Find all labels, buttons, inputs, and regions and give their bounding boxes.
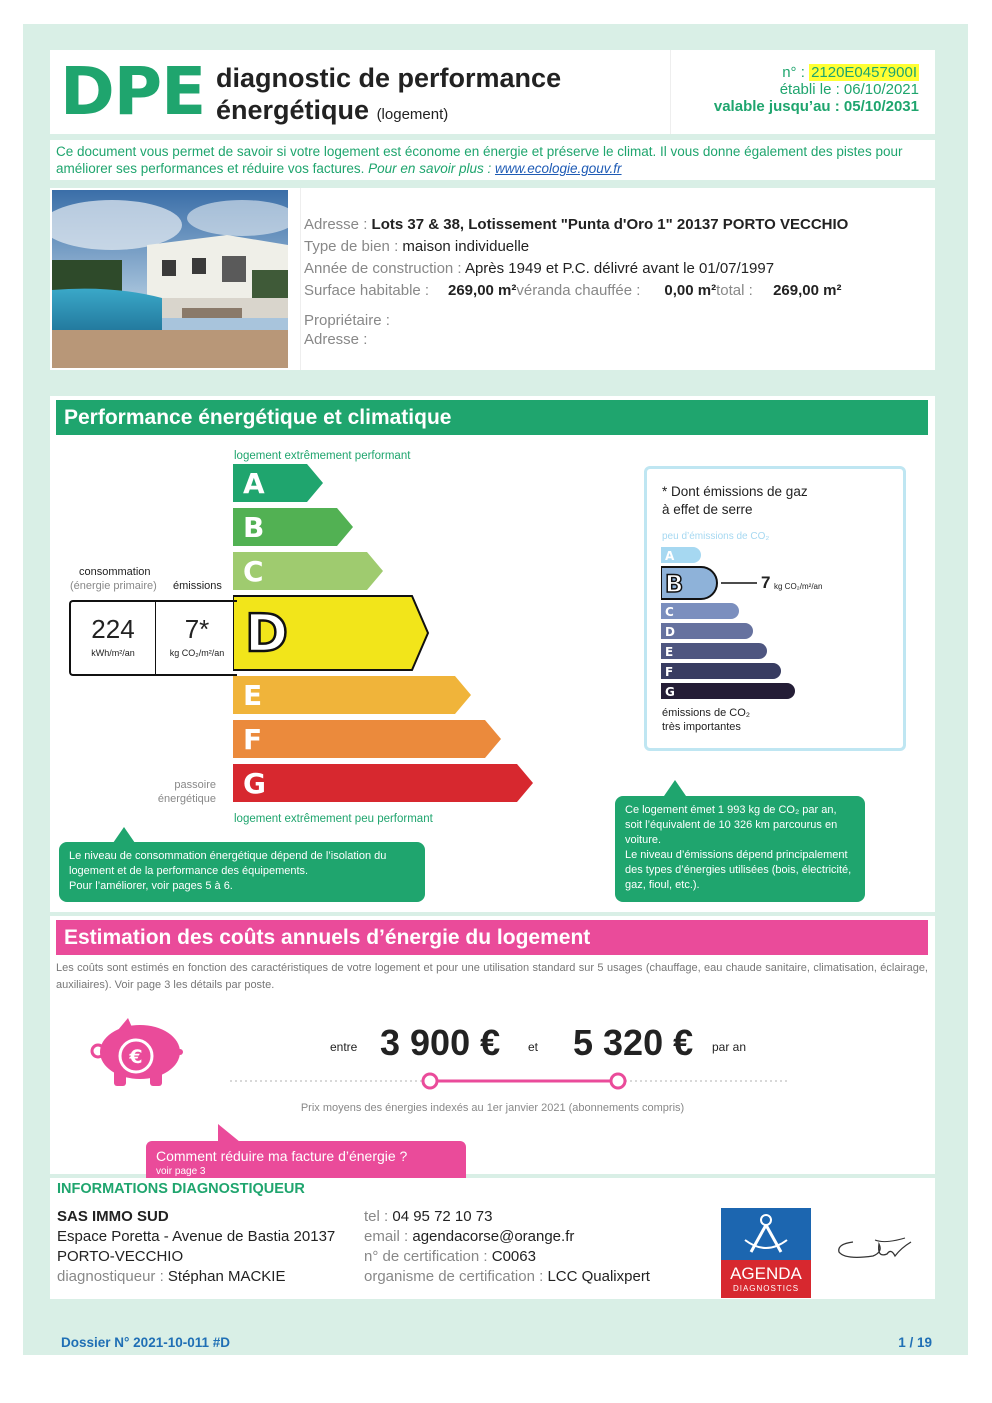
diag-email-label: email : xyxy=(364,1228,409,1245)
dpe-scale xyxy=(233,464,543,839)
dpe-page xyxy=(23,24,968,1355)
dpe-class-e-label: E xyxy=(243,679,263,712)
agenda-logo-band xyxy=(721,1260,811,1298)
ges-value: 7 xyxy=(761,573,771,592)
reduce-title: Comment réduire ma facture d’énergie ? xyxy=(156,1148,408,1164)
doc-number-label: n° : xyxy=(782,64,805,81)
header-meta xyxy=(714,64,919,115)
diag-cert-label: n° de certification : xyxy=(364,1248,488,1265)
diag-email[interactable]: agendacorse@orange.fr xyxy=(412,1228,575,1245)
passoire-line1: passoire xyxy=(174,779,216,791)
diag-tel-label: tel : xyxy=(364,1208,389,1225)
diag-tel: 04 95 72 10 73 xyxy=(392,1208,493,1225)
type-value: maison individuelle xyxy=(402,238,530,255)
diag-email-row xyxy=(364,1227,650,1247)
dpe-class-g-bar xyxy=(233,764,533,802)
total-label: total : xyxy=(716,282,753,299)
ges-top-label: peu d’émissions de CO₂ xyxy=(662,531,770,542)
tooltip-consumption: Le niveau de consommation énergétique dépend de l’isolation du logement et de la performance des équipements. Pour l’améliorer, voir pages 5 à 6. xyxy=(59,842,425,902)
established-label: établi le : xyxy=(779,81,840,98)
ges-class-b-label: B xyxy=(665,570,684,598)
owner-address-label: Adresse : xyxy=(304,331,368,348)
performance-section xyxy=(50,396,935,912)
ges-unit: kg CO₂/m²/an xyxy=(774,582,823,591)
type-label: Type de bien : xyxy=(304,238,399,255)
costs-note: Les coûts sont estimés en fonction des caractéristiques de votre logement et pour une utilisation standard sur 5 usages (chauffage, eau chaude sanitaire, climatisation, éclairage, auxiliaires). Voir page 3 les détails par poste. xyxy=(56,962,928,991)
cost-high: 5 320 € xyxy=(573,1022,694,1063)
year-value: Après 1949 et P.C. délivré avant le 01/07/1997 xyxy=(464,260,775,277)
footer-dossier: Dossier N° 2021-10-011 #D xyxy=(61,1335,231,1350)
diag-tel-row xyxy=(364,1207,650,1227)
tooltip-right-arrow xyxy=(664,780,686,796)
emissions-value: 7* xyxy=(184,614,210,644)
current-values-box xyxy=(69,600,237,676)
ges-scale xyxy=(661,547,861,707)
dpe-class-g-label: G xyxy=(243,767,266,800)
ges-class-g-bar xyxy=(661,683,795,699)
surface-row xyxy=(304,280,848,302)
ges-bottom-line2: très importantes xyxy=(662,721,741,733)
property-info xyxy=(304,214,848,348)
dpe-class-f-label: F xyxy=(243,723,263,756)
ges-class-f-label: F xyxy=(665,665,674,679)
surface-value: 269,00 m² xyxy=(448,282,517,299)
diag-name: Stéphan MACKIE xyxy=(167,1268,286,1285)
header xyxy=(50,50,935,134)
dpe-class-d-label: D xyxy=(245,604,289,664)
cost-range-line xyxy=(230,1070,790,1092)
dpe-top-label: logement extrêmement performant xyxy=(234,450,411,462)
ges-class-c-label: C xyxy=(665,605,674,619)
costs-title: Estimation des coûts annuels d’énergie du logement xyxy=(56,920,928,955)
doc-number-row xyxy=(714,64,919,81)
dpe-bottom-label: logement extrêmement peu performant xyxy=(234,813,433,825)
established-date: 06/10/2021 xyxy=(843,81,919,98)
year-label: Année de construction : xyxy=(304,260,462,277)
dpe-class-e-bar xyxy=(233,676,471,714)
cost-between: entre xyxy=(330,1040,358,1054)
diag-name-row xyxy=(57,1267,335,1287)
ges-class-a-label: A xyxy=(665,549,675,563)
diag-company-col xyxy=(57,1207,335,1287)
diagnostician-section xyxy=(50,1178,935,1299)
header-divider xyxy=(670,50,671,134)
dpe-class-a-label: A xyxy=(243,467,265,500)
dpe-class-c-label: C xyxy=(243,555,264,588)
ges-box xyxy=(644,466,906,751)
signature-icon xyxy=(835,1230,915,1270)
agenda-logo xyxy=(721,1208,811,1298)
diag-company: SAS IMMO SUD xyxy=(57,1208,169,1225)
valid-date: 05/10/2031 xyxy=(843,98,919,115)
ges-bottom-label xyxy=(662,706,750,734)
tooltip-emissions xyxy=(615,796,865,902)
performance-title: Performance énergétique et climatique xyxy=(56,400,928,435)
diag-address1: Espace Poretta - Avenue de Bastia 20137 xyxy=(57,1228,336,1245)
piggy-bank-icon xyxy=(88,1018,188,1088)
type-row xyxy=(304,236,848,258)
cost-low: 3 900 € xyxy=(380,1022,501,1063)
consumption-label: consommation xyxy=(79,566,151,578)
ges-title xyxy=(662,483,808,519)
ges-title-line1: * Dont émissions de gaz xyxy=(662,484,808,499)
reduce-arrow xyxy=(218,1124,240,1142)
dpe-class-b-label: B xyxy=(243,511,265,544)
diag-cert: C0063 xyxy=(491,1248,536,1265)
ges-class-g-label: G xyxy=(665,685,675,699)
costs-section xyxy=(50,916,935,1177)
diag-org-label: organisme de certification : xyxy=(364,1268,544,1285)
valid-row xyxy=(714,98,919,115)
property-card xyxy=(50,188,935,370)
agenda-logo-line2: DIAGNOSTICS xyxy=(732,1284,800,1293)
tooltip-emissions-line1: Ce logement émet 1 993 kg de CO₂ par an, soit l’équivalent de 10 326 km parcourus en voiture. xyxy=(625,804,838,846)
ges-class-e-label: E xyxy=(665,645,674,659)
tooltip-left-arrow xyxy=(113,827,135,843)
dpe-logo: DPE xyxy=(60,53,206,130)
veranda-label: véranda chauffée : xyxy=(516,282,641,299)
address-label: Adresse : xyxy=(304,216,368,233)
ges-title-line2: à effet de serre xyxy=(662,502,753,517)
intro-more: Pour en savoir plus : xyxy=(368,161,492,176)
svg-text:€: € xyxy=(129,1046,143,1068)
house-photo xyxy=(52,190,288,368)
passoire-line2: énergétique xyxy=(157,793,216,805)
ges-class-d-label: D xyxy=(665,625,675,639)
diag-title: INFORMATIONS DIAGNOSTIQUEUR xyxy=(57,1181,305,1197)
diag-org: LCC Qualixpert xyxy=(547,1268,650,1285)
diag-address2: PORTO-VECCHIO xyxy=(57,1248,184,1265)
footer-page: 1 / 19 xyxy=(898,1335,932,1350)
ges-class-f-bar xyxy=(661,663,781,679)
consumption-sub: (énergie primaire) xyxy=(70,580,157,592)
doc-title-line1: diagnostic de performance xyxy=(216,63,562,93)
emissions-unit: kg CO₂/m²/an xyxy=(169,648,225,658)
diag-org-row xyxy=(364,1267,650,1287)
address-value: Lots 37 & 38, Lotissement "Punta d'Oro 1" 20137 PORTO VECCHIO xyxy=(371,216,849,233)
ges-class-e-bar xyxy=(661,643,767,659)
ges-bottom-line1: émissions de CO₂ xyxy=(662,707,751,719)
year-row xyxy=(304,258,848,280)
surface-label: Surface habitable : xyxy=(304,282,430,299)
intro-text xyxy=(50,140,935,180)
reduce-sub: voir page 3 xyxy=(156,1166,206,1177)
emissions-label: émissions xyxy=(173,580,222,592)
property-divider xyxy=(300,188,301,370)
ecologie-link[interactable]: www.ecologie.gouv.fr xyxy=(494,161,622,176)
cost-per-year: par an xyxy=(712,1040,747,1054)
total-value: 269,00 m² xyxy=(773,282,842,299)
diag-name-label: diagnostiqueur : xyxy=(57,1268,164,1285)
address-row xyxy=(304,214,848,236)
intro-sentence: Ce document vous permet de savoir si votre logement est économe en énergie et préserve le climat. Il vous donne également des pistes pour améliorer ses performances et réduire vos factures. xyxy=(56,144,903,176)
consumption-value: 224 xyxy=(91,614,135,644)
consumption-unit: kWh/m²/an xyxy=(91,648,135,658)
dpe-class-f-bar xyxy=(233,720,501,758)
owner-label: Propriétaire : xyxy=(304,312,390,329)
doc-number: 2120E0457900I xyxy=(811,64,917,81)
diag-contact-col xyxy=(364,1207,650,1287)
doc-title-word: énergétique xyxy=(216,95,370,125)
tooltip-emissions-line2: Le niveau d’émissions dépend principalement des types d’énergies utilisées (bois, électricité, gaz, fioul, etc.). xyxy=(625,849,852,891)
cost-prices-note: Prix moyens des énergies indexés au 1er janvier 2021 (abonnements compris) xyxy=(300,1102,685,1114)
doc-title-line2 xyxy=(216,94,448,131)
diag-cert-row xyxy=(364,1247,650,1267)
veranda-value: 0,00 m² xyxy=(664,282,717,299)
valid-label: valable jusqu’au : xyxy=(713,98,840,115)
doc-title-suffix: (logement) xyxy=(376,106,449,123)
compass-icon xyxy=(721,1208,811,1260)
cost-and: et xyxy=(528,1040,539,1054)
agenda-logo-line1: AGENDA xyxy=(730,1264,802,1283)
established-row xyxy=(714,81,919,98)
